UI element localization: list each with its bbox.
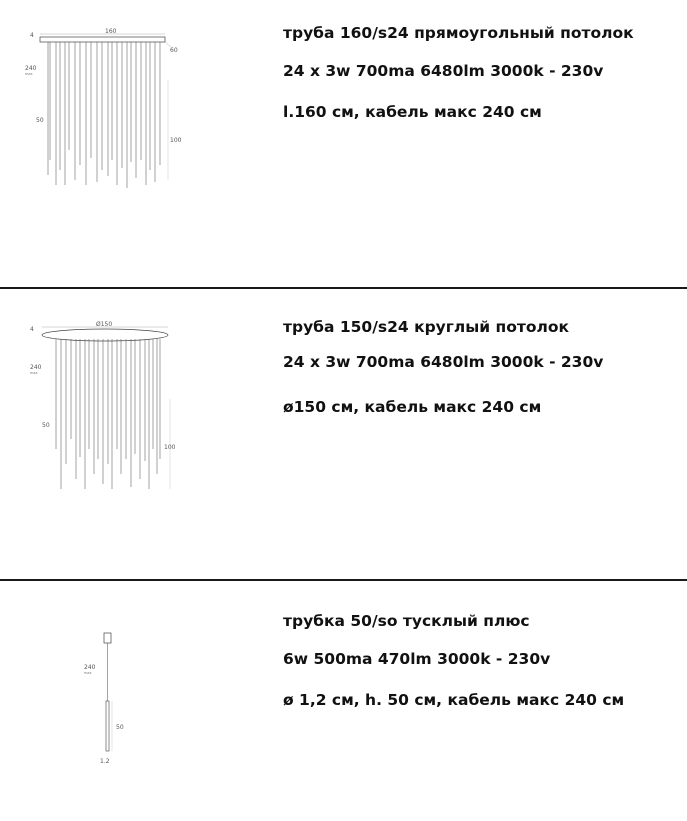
tube-label: 50 [36, 117, 44, 124]
cable-label: 240 [25, 65, 37, 72]
rectangular-pendant-drawing [0, 0, 260, 230]
product-title: трубка 50/so тусклый плюс [283, 612, 530, 630]
cable-sub-label: max [25, 72, 33, 76]
product-section-1 [0, 0, 687, 288]
product-dimensions: ø150 см, кабель макс 240 см [283, 398, 542, 416]
round-pendant-drawing [0, 289, 260, 519]
cable-label: 240 [30, 364, 42, 371]
product-section-3 [0, 581, 687, 821]
drop-label: 100 [164, 444, 176, 451]
width-label: 160 [105, 28, 117, 35]
single-pendant-drawing [0, 581, 260, 821]
product-specs: 6w 500ma 470lm 3000k - 230v [283, 650, 551, 668]
canopy-label: 4 [30, 326, 34, 333]
product-specs: 24 x 3w 700ma 6480lm 3000k - 230v [283, 353, 604, 371]
product-title: труба 150/s24 круглый потолок [283, 318, 570, 336]
tube-label: 50 [116, 724, 124, 731]
cable-sub-label: max [84, 671, 92, 675]
diameter-label: 1.2 [100, 758, 110, 765]
product-specs: 24 x 3w 700ma 6480lm 3000k - 230v [283, 62, 604, 80]
cable-sub-label: max [30, 371, 38, 375]
product-dimensions: ø 1,2 см, h. 50 см, кабель макс 240 см [283, 691, 625, 709]
canopy-label: 4 [30, 32, 34, 39]
product-title: труба 160/s24 прямоугольный потолок [283, 24, 634, 42]
cable-label: 240 [84, 664, 96, 671]
drop-label: 100 [170, 137, 182, 144]
diameter-label: Ø150 [96, 321, 113, 328]
depth-label: 60 [170, 47, 178, 54]
product-section-2 [0, 289, 687, 579]
tube-label: 50 [42, 422, 50, 429]
product-dimensions: l.160 см, кабель макс 240 см [283, 103, 542, 121]
